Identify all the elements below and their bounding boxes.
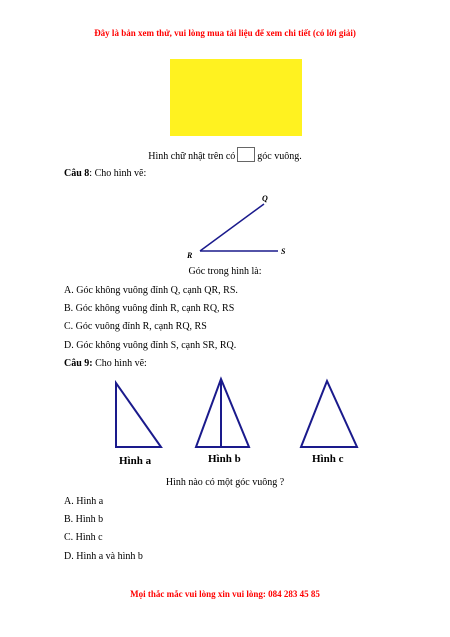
- header-notice: Đây là bản xem thử, vui lòng mua tài liệu để xem chi tiết (có lời giải): [94, 28, 356, 38]
- q9-heading: [64, 358, 147, 370]
- footer-notice: Mọi thắc mắc vui lòng xin vui lòng: 084 283 45 85: [130, 589, 320, 599]
- q9-option-a[interactable]: A. Hình a: [64, 496, 104, 507]
- label-r: R: [187, 251, 193, 260]
- ray-rq: [200, 204, 264, 251]
- figure-label-a: Hình a: [119, 455, 152, 467]
- q8-label: Câu 8: [64, 168, 90, 179]
- q8-prompt: : Cho hình vẽ:: [89, 168, 147, 179]
- triangles-figure: [100, 372, 370, 472]
- q7-caption-after: góc vuông.: [257, 151, 302, 162]
- q9-option-d[interactable]: D. Hình a và hình b: [64, 551, 143, 562]
- q9-option-b[interactable]: B. Hình b: [64, 514, 104, 525]
- q8-option-b[interactable]: B. Góc không vuông đỉnh R, cạnh RQ, RS: [64, 303, 235, 314]
- figure-label-b: Hình b: [208, 453, 241, 465]
- q9-caption: Hình nào có một góc vuông ?: [165, 477, 285, 488]
- label-q: Q: [262, 194, 268, 203]
- q8-option-a[interactable]: A. Góc không vuông đỉnh Q, cạnh QR, RS.: [64, 285, 238, 296]
- answer-blank[interactable]: [237, 147, 255, 162]
- q7-caption-before: Hình chữ nhật trên có: [148, 151, 236, 162]
- angle-figure: [180, 190, 300, 260]
- q8-heading: [64, 168, 146, 180]
- q7-caption: [0, 147, 450, 163]
- triangle-a: [116, 383, 161, 447]
- q8-caption: Góc trong hình là:: [188, 266, 262, 277]
- q9-prompt: Cho hình vẽ:: [92, 358, 147, 369]
- q8-option-c[interactable]: C. Góc vuông đỉnh R, cạnh RQ, RS: [64, 321, 207, 332]
- triangle-b: [196, 379, 249, 447]
- triangle-c: [301, 381, 357, 447]
- label-s: S: [281, 247, 286, 256]
- q8-option-d[interactable]: D. Góc không vuông đỉnh S, cạnh SR, RQ.: [64, 340, 237, 351]
- q9-option-c[interactable]: C. Hình c: [64, 532, 103, 543]
- yellow-rectangle: [170, 59, 302, 136]
- figure-label-c: Hình c: [312, 453, 344, 465]
- q9-label: Câu 9:: [64, 358, 93, 369]
